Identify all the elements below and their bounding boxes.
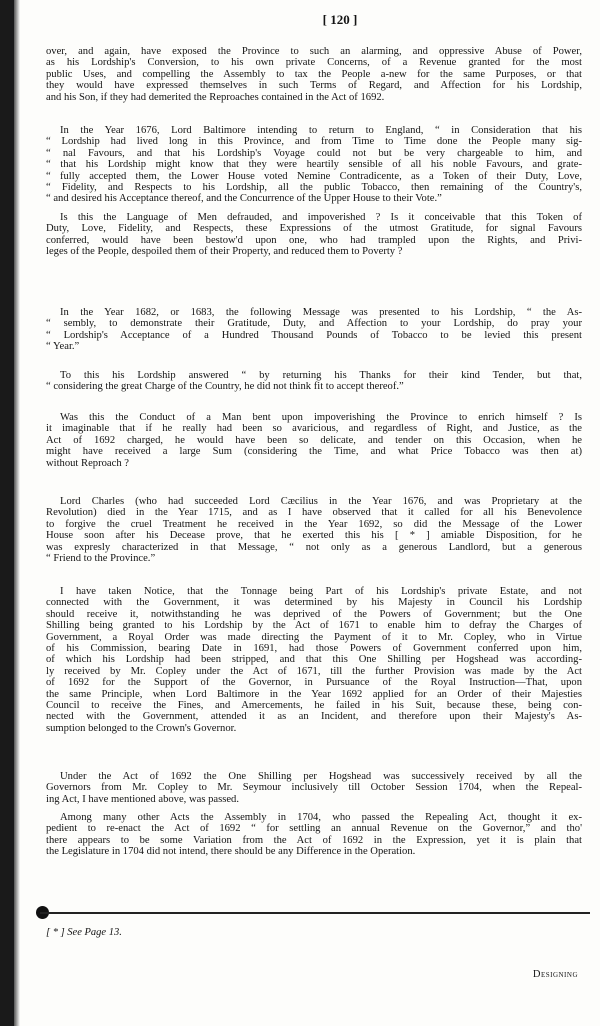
text-line: “ Year.” — [46, 341, 80, 353]
paragraph — [46, 412, 582, 469]
text-line: of 1692 for the Support of the Governor, in Pursuance of the Royal Instruction—That, upon — [46, 677, 582, 689]
paragraph — [46, 212, 582, 258]
paragraph — [46, 370, 582, 393]
text-line: Shilling being granted to his Lordship by the Act of 1671 to enable him to defray the Charges of — [46, 620, 582, 632]
text-line: In the Year 1682, or 1683, the following Message was presented to his Lordship, “ the As- — [60, 307, 582, 318]
text-line: public Uses, and compelling the Assembly to tax the People a-new for the same Purposes, or that — [46, 68, 582, 80]
text-line: Council to receive the Fines, and Amercements, he failed in his Suit, because these, being con- — [46, 699, 582, 711]
text-line: “ Friend to the Province.” — [46, 552, 156, 564]
text-line: of which his Lordship had been stripped, and that this One Shilling per Hogshead was according- — [46, 654, 582, 666]
text-line: To this his Lordship answered “ by returning his Thanks for their kind Tender, but that, — [60, 370, 582, 381]
text-line: Was this the Conduct of a Man bent upon impoverishing the Province to enrich himself ? Is — [60, 412, 582, 423]
text-line: sumption belonged to the Crown's Governor. — [46, 722, 237, 734]
text-line: ly received by Mr. Copley under the Act of 1671, till the further Provision was made by the Act — [46, 665, 582, 677]
text-line: Lord Charles (who had succeeded Lord Cæcilius in the Year 1676, and was Proprietary at the — [60, 496, 582, 507]
text-line: to forgive the cruel Treatment he received in the Year 1692, so did the Message of the Lower — [46, 518, 582, 530]
scan-edge-shadow — [14, 0, 20, 1026]
text-line: might have received a large Sum (considering the Time, and what Price Tobacco was then at) — [46, 446, 582, 458]
paragraph — [46, 46, 582, 103]
text-line: ing Act, I have mentioned above, was passed. — [46, 793, 239, 805]
text-line: was expresly characterized in that Message, “ not only as a generous Landlord, but a generous — [46, 541, 582, 553]
text-line: “ that his Lordship might know that they were heartily sensible of all his noble Favours, and grate- — [46, 159, 582, 171]
paragraph — [46, 307, 582, 353]
text-line: of his Commission, bearing Date in 1691, had those Powers of Government conferred upon him, — [46, 642, 582, 654]
text-line: there appears to be some Variation from the Act of 1692 in the Expression, yet it is plain that — [46, 834, 582, 846]
text-line: “ and desired his Acceptance thereof, and the Concurrence of the Upper House to their Vote.” — [46, 193, 442, 205]
text-line: they would have expressed themselves in such Terms of Regard, and Affection for his Lordship, — [46, 80, 582, 92]
text-line: Under the Act of 1692 the One Shilling per Hogshead was successively received by all the — [60, 771, 582, 782]
text-line: Governors from Mr. Copley to Mr. Seymour inclusively till October Session 1704, when the Repeal- — [46, 782, 582, 794]
text-line: “ sembly, to demonstrate their Gratitude, Duty, and Affection to your Lordship, do pray your — [46, 318, 582, 330]
text-line: without Reproach ? — [46, 457, 129, 469]
text-line: and his Son, if they had demerited the Reproaches contained in the Act of 1692. — [46, 91, 385, 103]
text-line: “ Lordship's Acceptance of a Hundred Thousand Pounds of Tobacco to be levied this present — [46, 329, 582, 341]
scan-edge — [0, 0, 14, 1026]
text-line: it imaginable that if he really had been so avaricious, and regardless of Right, and Justice, as the — [46, 423, 582, 435]
paragraph — [46, 812, 582, 858]
text-line: I have taken Notice, that the Tonnage being Part of his Lordship's private Estate, and not — [60, 586, 582, 597]
text-line: as his Lordship's Conversion, to his own private Concerns, of a Revenue granted for the most — [46, 57, 582, 69]
text-line: Among many other Acts the Assembly in 1704, who passed the Repealing Act, thought it ex- — [60, 812, 582, 823]
page-number: [ 120 ] — [322, 12, 358, 27]
paragraph — [46, 125, 582, 205]
text-line: “ nal Favours, and that his Lordship's Voyage could not but be very chargeable to him, and — [46, 147, 582, 159]
text-line: the Legislature in 1704 did not intend, there should be any Difference in the Operation. — [46, 846, 416, 858]
text-line: over, and again, have exposed the Province to such an alarming, and oppressive Abuse of Power, — [46, 46, 582, 57]
catchword: Designing — [532, 969, 578, 980]
text-line: “ Fidelity, and Respects to his Lordship, all the public Tobacco, then remaining of the Country's, — [46, 181, 582, 193]
text-line: House soon after his Decease prove, that he exerted this his [ * ] amiable Disposition, for he — [46, 530, 582, 542]
footnote: [ * ] See Page 13. — [46, 927, 122, 938]
paragraph — [46, 586, 582, 734]
text-line: the same Principle, when Lord Baltimore in the Year 1692 applied for an Order of their Majesties — [46, 688, 582, 700]
text-line: Is this the Language of Men defrauded, and impoverished ? Is it conceivable that this Token of — [60, 212, 582, 223]
text-line: “ fully accepted them, the Lower House voted Nemine Contradicente, as a Token of their Duty, Love, — [46, 170, 582, 182]
text-line: leges of the People, despoiled them of their Property, and reduced them to Poverty ? — [46, 246, 403, 258]
text-line: Act of 1692 charged, he would have been so delicate, and tender on this Occasion, when he — [46, 434, 582, 446]
text-line: “ considering the great Charge of the Country, he did not think fit to accept thereof.” — [46, 381, 404, 393]
text-line: Duty, Love, Fidelity, and Respects, these Expressions of the utmost Gratitude, for signal Favours — [46, 223, 582, 235]
text-line: “ Lordship had lived long in this Province, and from Time to Time done the People many sig- — [46, 136, 582, 148]
text-line: Government, a Royal Order was made directing the Payment of it to Mr. Copley, who in Virtue — [46, 631, 582, 643]
paragraph — [46, 771, 582, 805]
text-line: should receive it, notwithstanding he was deprived of the Powers of Government; but the One — [46, 608, 582, 620]
text-line: nected with the Government, attended it as an Incident, and therefore upon their Majesty's As- — [46, 711, 582, 723]
text-line: conferred, would have been bestow'd upon one, who had trampled upon the Rights, and Privi- — [46, 234, 582, 246]
text-line: In the Year 1676, Lord Baltimore intending to return to England, “ in Consideration that his — [60, 125, 582, 136]
text-line: pedient to re-enact the Act of 1692 “ for settling an annual Revenue on the Governor,” and tho' — [46, 823, 582, 835]
paragraph — [46, 496, 582, 564]
footnote-rule — [40, 912, 590, 914]
text-line: Revolution) died in the Year 1715, and as I have observed that it called for all his Benevolence — [46, 507, 582, 519]
text-line: connected with the Government, it was determined by his Majesty in Council his Lordship — [46, 597, 582, 609]
